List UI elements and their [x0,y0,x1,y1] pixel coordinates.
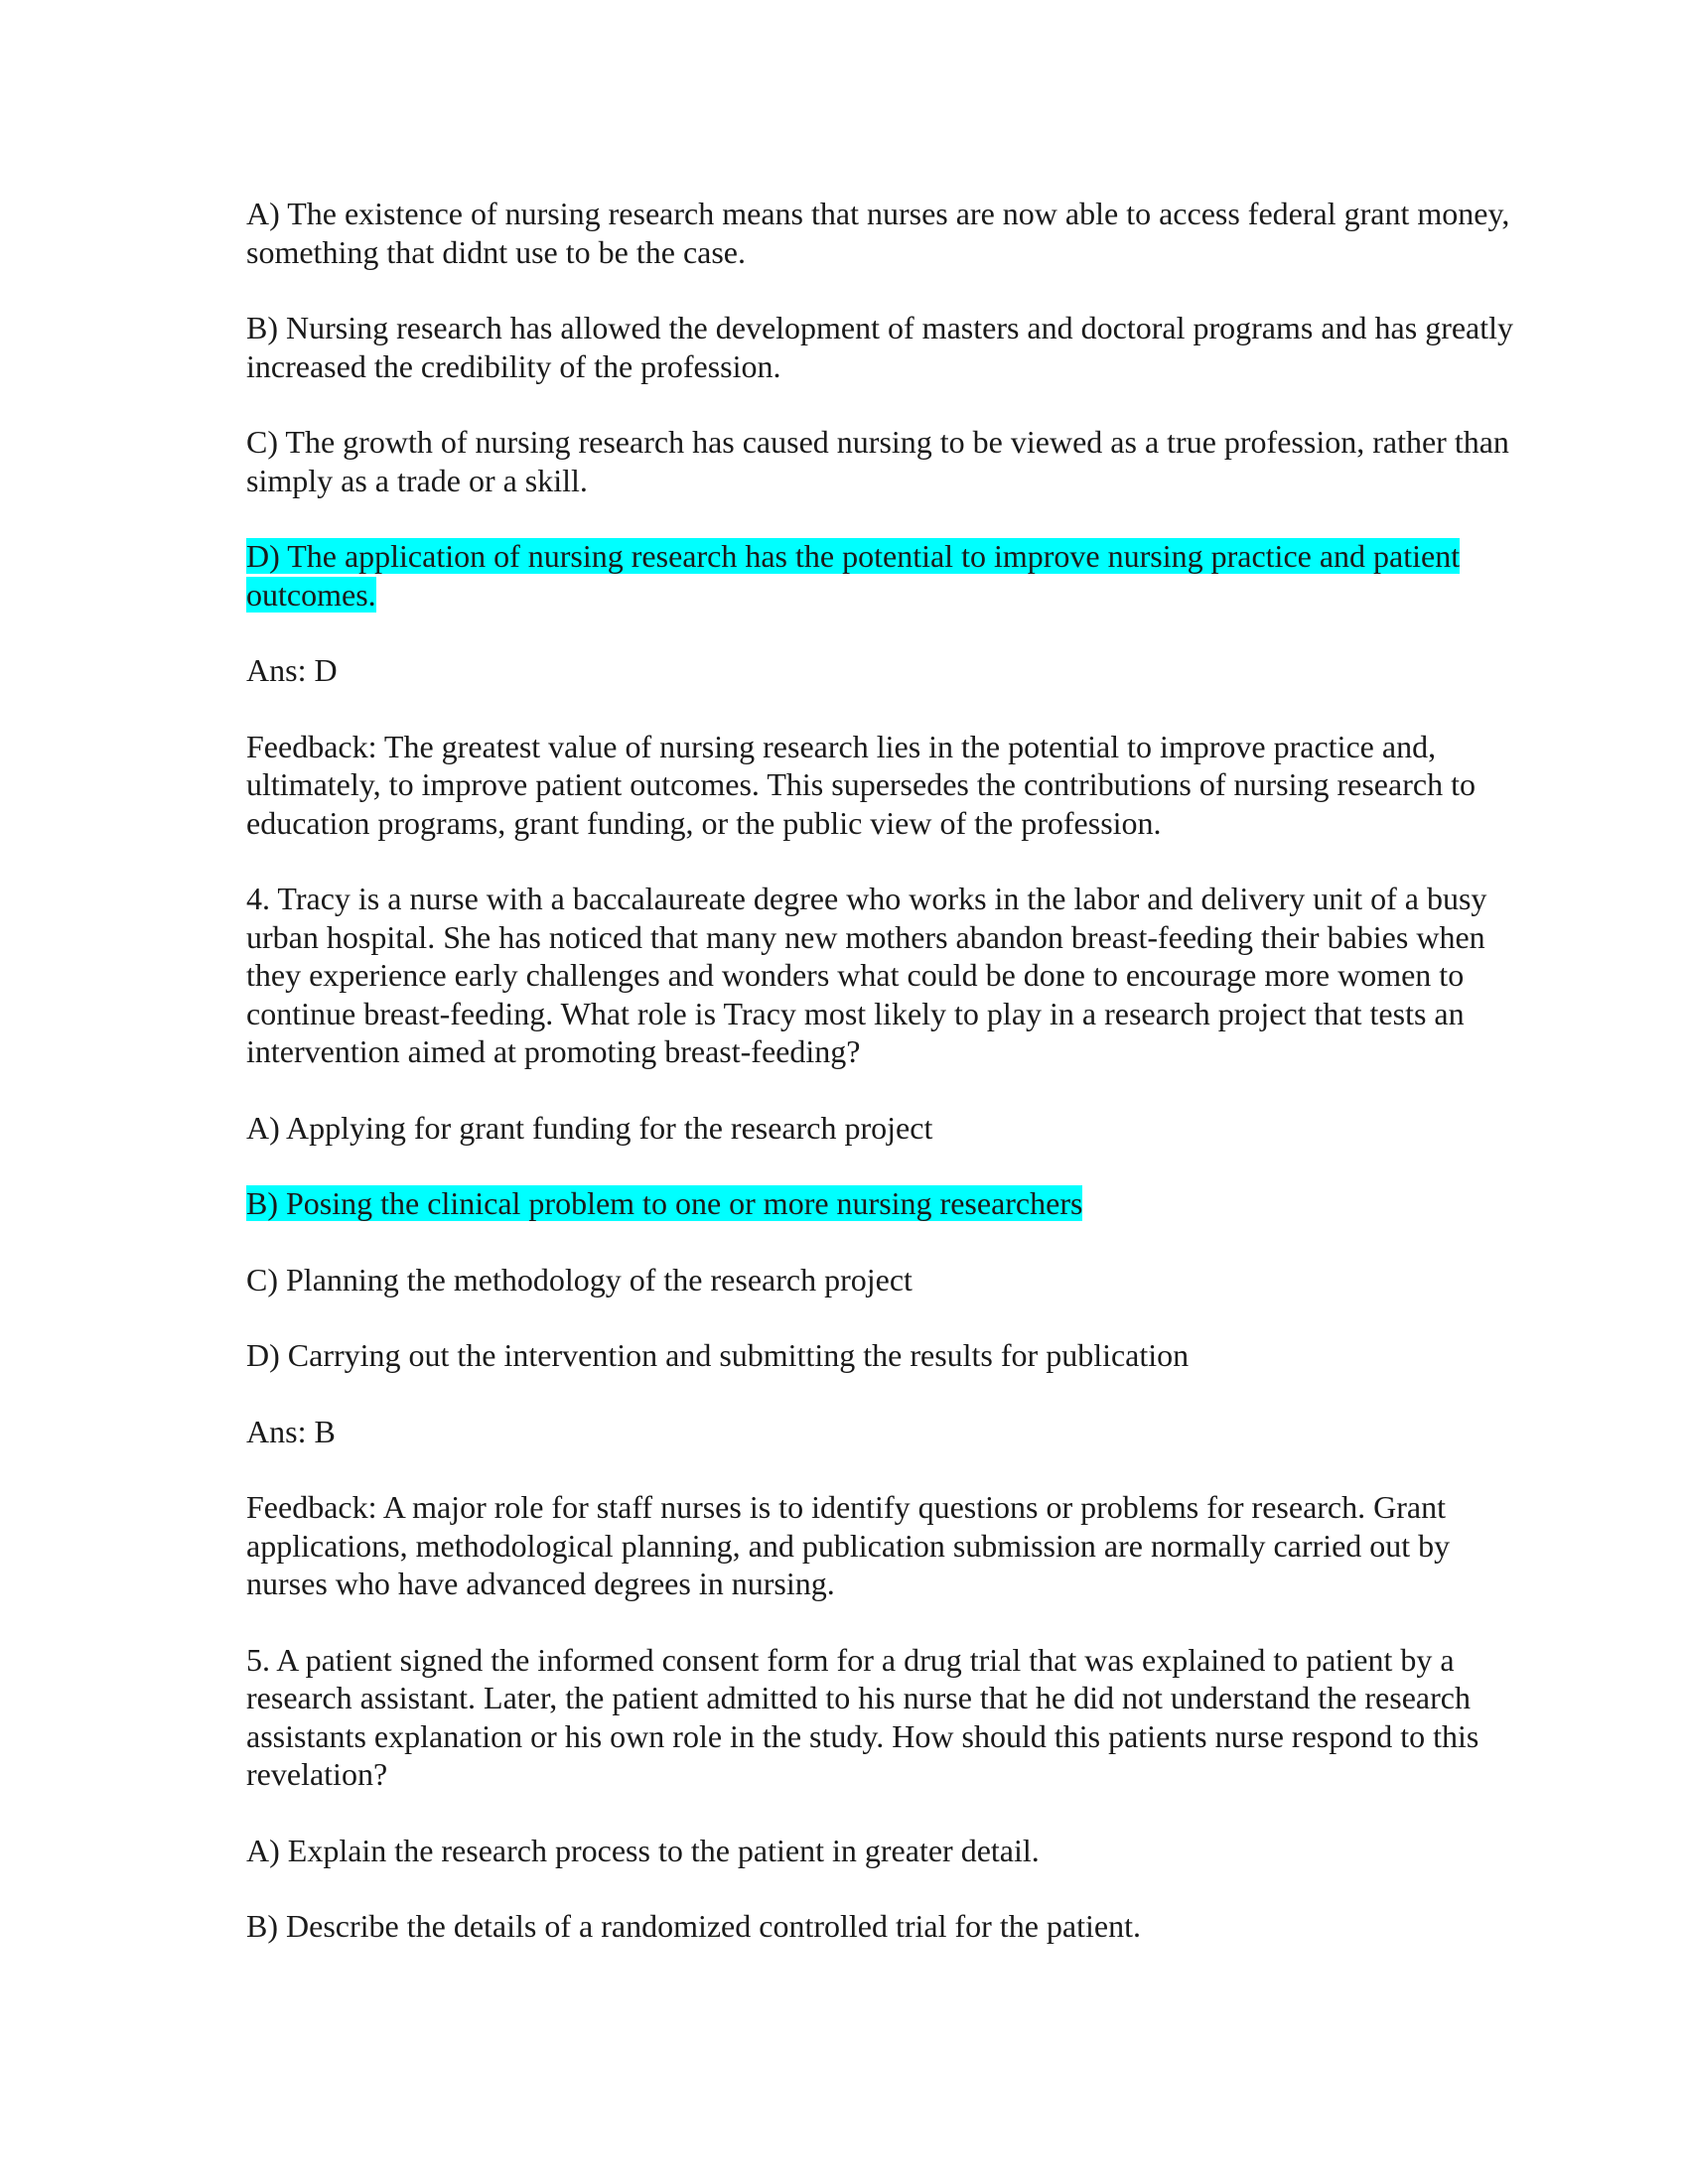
question-4 [246,880,1567,1071]
answer-key-text: Ans: B [246,1413,336,1449]
answer-option-c [246,1261,1567,1299]
option-text: A) Explain the research process to the patient in greater detail. [246,1832,1040,1868]
highlighted-answer-text: B) Posing the clinical problem to one or more nursing researchers [246,1185,1083,1221]
answer-option-b [246,1907,1567,1946]
answer-option-c [246,423,1567,499]
feedback-paragraph [246,728,1567,843]
answer-key [246,651,1567,690]
document-page [246,195,1567,1983]
option-text: B) Nursing research has allowed the development of masters and doctoral programs and has greatly increased the credibility of the profession. [246,310,1514,384]
answer-option-b-highlighted [246,1184,1567,1223]
highlighted-answer-text: D) The application of nursing research has the potential to improve nursing practice and patient outcomes. [246,538,1461,613]
answer-option-b [246,309,1567,385]
question-5 [246,1641,1567,1794]
option-text: D) Carrying out the intervention and submitting the results for publication [246,1337,1190,1373]
option-text: A) Applying for grant funding for the research project [246,1109,933,1146]
option-text: B) Describe the details of a randomized controlled trial for the patient. [246,1908,1141,1944]
option-text: C) Planning the methodology of the research project [246,1261,913,1297]
feedback-text: Feedback: A major role for staff nurses is to identify questions or problems for research. Grant applications, methodological planning, and publication submission are normally carried out by nurses who have advanced degrees in nursing. [246,1489,1451,1601]
answer-option-a [246,1109,1567,1148]
answer-option-d-highlighted [246,537,1567,614]
option-text: C) The growth of nursing research has caused nursing to be viewed as a true profession, rather than simply as a trade or a skill. [246,424,1509,498]
answer-key-text: Ans: D [246,652,338,688]
answer-key [246,1413,1567,1451]
answer-option-a [246,1832,1567,1870]
feedback-text: Feedback: The greatest value of nursing research lies in the potential to improve practice and, ultimately, to improve patient outcomes. This supersedes the contributions of nursing research to education programs, grant funding, or the public view of the profession. [246,728,1476,841]
option-text: A) The existence of nursing research means that nurses are now able to access federal grant money, something that didnt use to be the case. [246,196,1510,270]
feedback-paragraph [246,1488,1567,1603]
answer-option-d [246,1336,1567,1375]
question-text: 4. Tracy is a nurse with a baccalaureate degree who works in the labor and delivery unit of a busy urban hospital. She has noticed that many new mothers abandon breast-feeding their babies when they experience early challenges and wonders what could be done to encourage more women to continue breast-feeding. What role is Tracy most likely to play in a research project that tests an intervention aimed at promoting breast-feeding? [246,881,1487,1069]
answer-option-a [246,195,1567,271]
question-text: 5. A patient signed the informed consent form for a drug trial that was explained to patient by a research assistant. Later, the patient admitted to his nurse that he did not understand the research assistants explanation or his own role in the study. How should this patients nurse respond to this revelation? [246,1641,1479,1792]
